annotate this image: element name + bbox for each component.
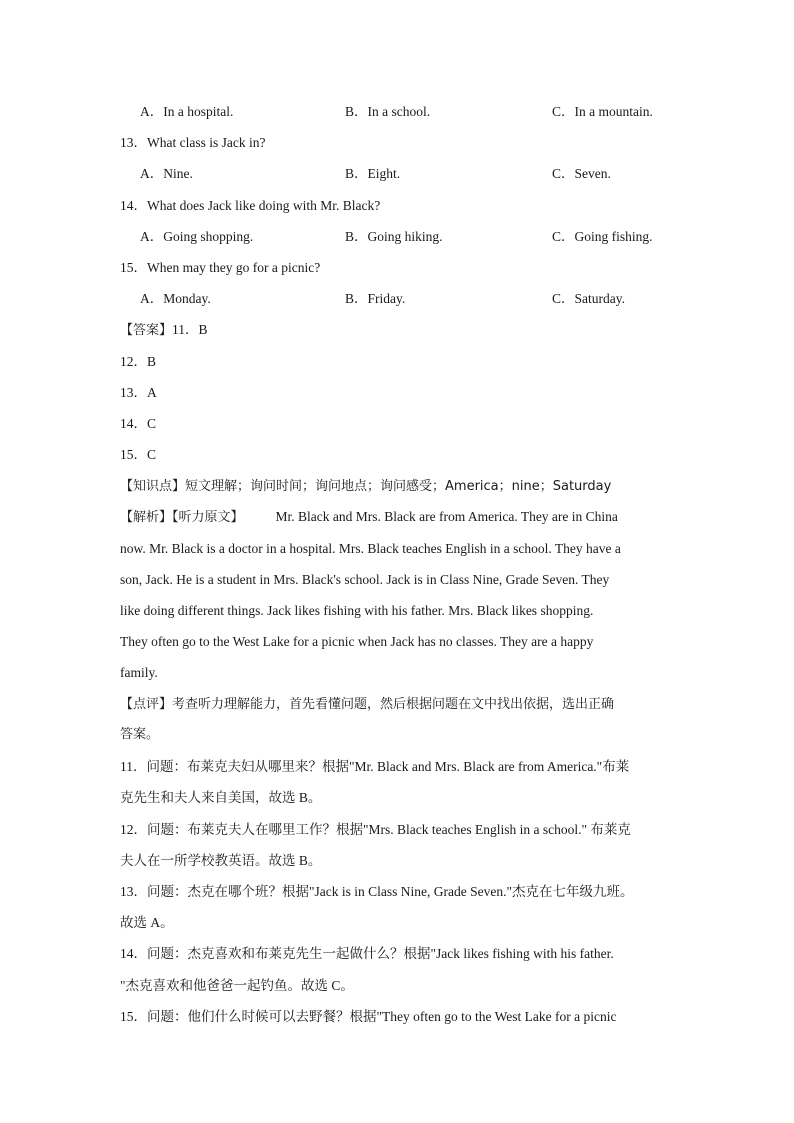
explanation-14-line-1: 14．问题：杰克喜欢和布莱克先生一起做什么？根据"Jack likes fishing with his father. xyxy=(120,946,614,961)
answer-12: 12．B xyxy=(120,354,157,369)
answer-tag: 【答案】 xyxy=(120,323,173,338)
explanation-11-line-2: 克先生和夫人来自美国，故选 B。 xyxy=(120,790,322,805)
q13-option-b: B．Eight. xyxy=(345,166,401,181)
q14-option-a: A．Going shopping. xyxy=(140,229,254,244)
comment-text-2: 答案。 xyxy=(120,727,160,742)
q13-options xyxy=(0,164,794,184)
explanation-13-line-1: 13．问题：杰克在哪个班？根据"Jack is in Class Nine, Grade Seven."杰克在七年级九班。 xyxy=(120,884,634,899)
q15-options xyxy=(0,289,794,309)
q13-option-a: A．Nine. xyxy=(140,166,193,181)
knowledge-tag: 【知识点】 xyxy=(120,479,186,494)
knowledge-line xyxy=(120,476,611,497)
answer-13: 13．A xyxy=(120,385,157,400)
question-15: 15．When may they go for a picnic? xyxy=(120,260,321,275)
q15-option-b: B．Friday. xyxy=(345,291,406,306)
transcript-line-6: family. xyxy=(120,665,158,680)
comment-line-1 xyxy=(120,694,614,715)
explanation-13-line-2: 故选 A。 xyxy=(120,915,174,930)
explanation-12-line-1: 12．问题：布莱克夫人在哪里工作？根据"Mrs. Black teaches English in a school." 布莱克 xyxy=(120,822,631,837)
comment-text-1: 考查听力理解能力，首先看懂问题，然后根据问题在文中找出依据，选出正确 xyxy=(172,697,615,712)
explanation-15-line-1: 15．问题：他们什么时候可以去野餐？根据"They often go to the West Lake for a picnic xyxy=(120,1009,617,1024)
answer-11: 11．B xyxy=(172,322,208,337)
answer-14: 14．C xyxy=(120,416,157,431)
transcript-line-1: Mr. Black and Mrs. Black are from America. They are in China xyxy=(275,509,618,524)
answer-line xyxy=(120,320,208,341)
answer-15: 15．C xyxy=(120,447,157,462)
q15-option-a: A．Monday. xyxy=(140,291,211,306)
transcript-line-4: like doing different things. Jack likes fishing with his father. Mrs. Black likes shopping. xyxy=(120,603,594,618)
analysis-tag: 【解析】【听力原文】 xyxy=(120,510,244,525)
q12-option-a: A．In a hospital. xyxy=(140,104,234,119)
question-13: 13．What class is Jack in? xyxy=(120,135,266,150)
comment-tag: 【点评】 xyxy=(120,697,173,712)
explanation-14-line-2: "杰克喜欢和他爸爸一起钓鱼。故选 C。 xyxy=(120,978,354,993)
transcript-line-3: son, Jack. He is a student in Mrs. Black's school. Jack is in Class Nine, Grade Seven. They xyxy=(120,572,610,587)
q14-option-c: C．Going fishing. xyxy=(552,229,653,244)
knowledge-text: 短文理解；询问时间；询问地点；询问感受；America；nine；Saturday xyxy=(185,479,612,494)
q15-option-c: C．Saturday. xyxy=(552,291,625,306)
q14-option-b: B．Going hiking. xyxy=(345,229,443,244)
q12-options xyxy=(0,102,794,122)
q12-option-c: C．In a mountain. xyxy=(552,104,653,119)
transcript-line-5: They often go to the West Lake for a picnic when Jack has no classes. They are a happy xyxy=(120,634,594,649)
q12-option-b: B．In a school. xyxy=(345,104,431,119)
explanation-11-line-1: 11．问题：布莱克夫妇从哪里来？根据"Mr. Black and Mrs. Black are from America."布莱 xyxy=(120,759,630,774)
analysis-line-1 xyxy=(120,507,618,528)
q13-option-c: C．Seven. xyxy=(552,166,611,181)
question-14: 14．What does Jack like doing with Mr. Black? xyxy=(120,198,381,213)
q14-options xyxy=(0,227,794,247)
transcript-line-2: now. Mr. Black is a doctor in a hospital. Mrs. Black teaches English in a school. They have a xyxy=(120,541,621,556)
explanation-12-line-2: 夫人在一所学校教英语。故选 B。 xyxy=(120,853,322,868)
